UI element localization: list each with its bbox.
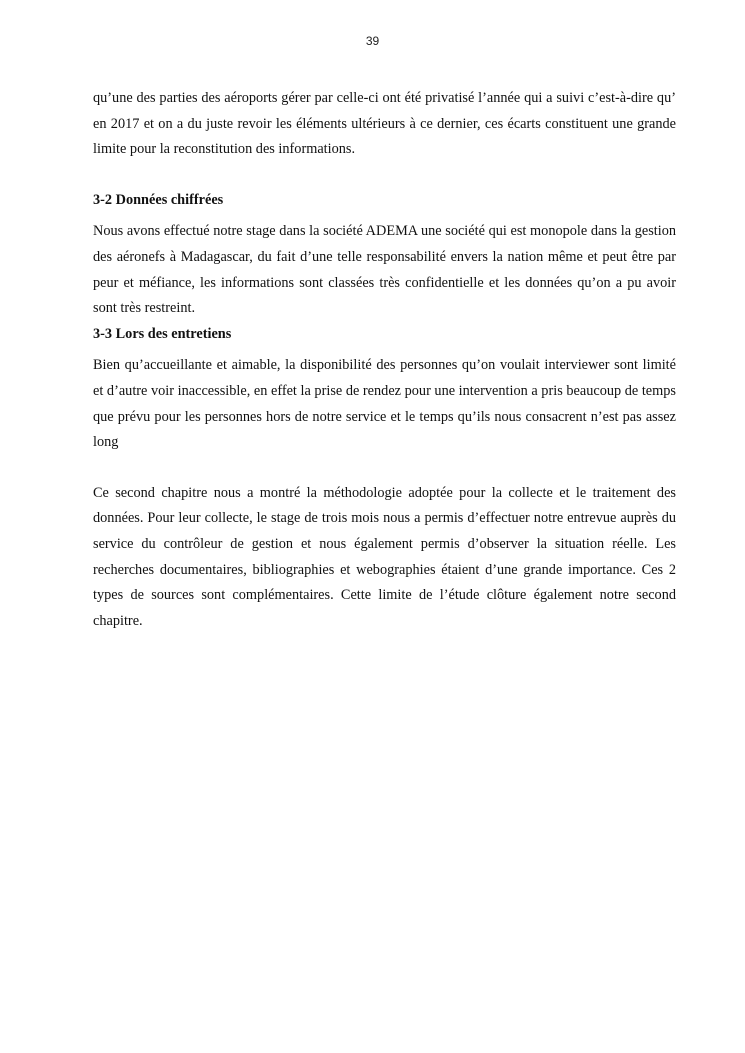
page-content: [93, 86, 676, 634]
section-heading-3-2: 3-2 Données chiffrées: [93, 191, 224, 208]
section-heading-3-3: 3-3 Lors des entretiens: [93, 325, 232, 342]
chapter-conclusion: Ce second chapitre nous a montré la méthodologie adoptée pour la collecte et le traitement des données. Pour leur collecte, le stage de trois mois nous a permis d’effectuer notre entrevue auprès du service du contrôleur de gestion et nous également permis d’observer la situation réelle. Les recherches documentaires, bibliographies et webographies étaient d’une grande importance. Ces 2 types de sources sont complémentaires. Cette limite de l’étude clôture également notre second chapitre.: [93, 484, 676, 629]
page-number: 39: [365, 34, 380, 48]
paragraph-continuation: qu’une des parties des aéroports gérer par celle-ci ont été privatisé l’année qui a suivi c’est-à-dire qu’ en 2017 et on a du juste revoir les éléments ultérieurs à ce dernier, ces écarts constituent une grande limite pour la reconstitution des informations.: [93, 90, 676, 158]
section-3-3-text: Bien qu’accueillante et aimable, la disponibilité des personnes qu’on voulait interviewer sont limité et d’autre voir inaccessible, en effet la prise de rendez pour une intervention a pris beaucoup de temps que prévu pour les personnes hors de notre service et le temps qu’ils nous consacrent n’est pas assez long: [93, 357, 676, 451]
section-3-2-text: Nous avons effectué notre stage dans la société ADEMA une société qui est monopole dans la gestion des aéronefs à Madagascar, du fait d’une telle responsabilité envers la nation même et peut être par peur et méfiance, les informations sont classées très confidentielle et les données qu’on a pu avoir sont très restreint.: [93, 223, 676, 317]
